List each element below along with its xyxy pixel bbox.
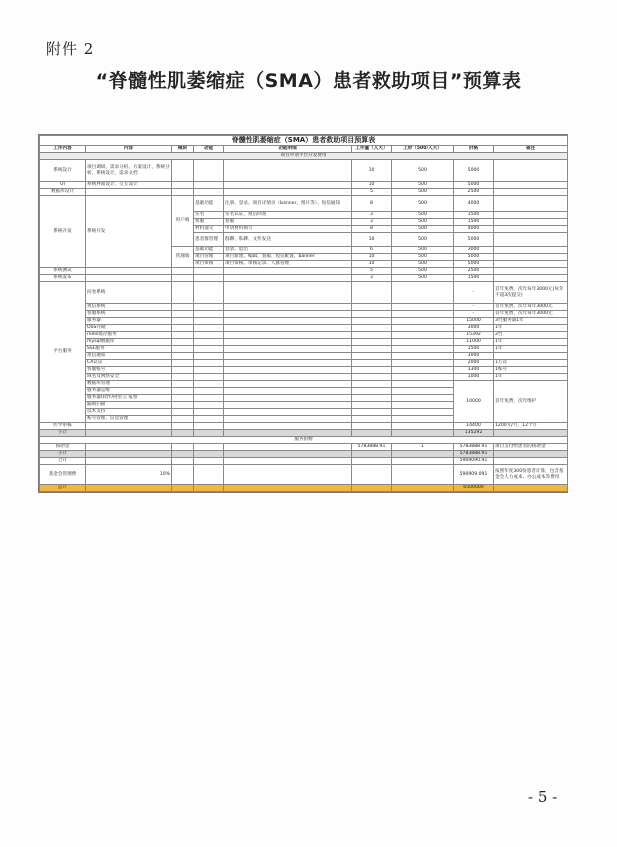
work-days: 10 — [352, 254, 392, 261]
work-days: 3 — [352, 219, 392, 226]
amount: 5783888.91 — [352, 444, 392, 451]
row-label: 医学审核 — [40, 423, 86, 430]
col-header: 功能明细 — [224, 146, 352, 153]
price: 15000 — [454, 318, 494, 325]
rate: 500 — [392, 182, 454, 189]
price: 3000 — [454, 247, 494, 254]
row-content: 账号管理、信息管理 — [86, 416, 172, 423]
table-row — [40, 381, 568, 388]
row-label: 数据库设计 — [40, 189, 86, 196]
table-row — [40, 465, 568, 485]
table-row — [40, 182, 568, 189]
table-header-row — [40, 146, 568, 153]
price: 1000 — [454, 374, 494, 381]
rate: 500 — [392, 254, 454, 261]
total-row — [40, 458, 568, 465]
subtotal-row — [40, 451, 568, 458]
function: 患者群管理 — [194, 233, 224, 247]
price: 11000 — [454, 339, 494, 346]
price: 4000 — [454, 196, 494, 212]
work-days: 10 — [352, 261, 392, 268]
price: - — [454, 311, 494, 318]
function: 项目管理 — [194, 254, 224, 261]
price: 5000 — [454, 261, 494, 268]
function: 项目审核 — [194, 261, 224, 268]
row-content: 项目调研、需求分析、方案设计、系统分析、系统设计、需求文档 — [86, 160, 172, 182]
price: 2500 — [454, 189, 494, 196]
function: 客服 — [194, 219, 224, 226]
rate: 500 — [392, 212, 454, 219]
price: 5783888.91 — [454, 451, 494, 458]
rate: 500 — [392, 261, 454, 268]
work-days: 3 — [352, 212, 392, 219]
function-detail: 注册、登录、项目详情页（banner、图片等）、短信通知 — [224, 196, 352, 212]
rate: 500 — [392, 196, 454, 212]
table-row — [40, 444, 568, 451]
grand-total-row — [40, 485, 568, 492]
price: 6500000 — [454, 485, 494, 492]
col-header: 备注 — [494, 146, 568, 153]
row-content: CA认证 — [86, 360, 172, 367]
row-label: 合计 — [40, 458, 86, 465]
col-header: 工作内容 — [40, 146, 86, 153]
price: 2000 — [454, 360, 494, 367]
attachment-label: 附件 2 — [46, 40, 95, 58]
table-row — [40, 189, 568, 196]
note: 1200元/月，12个月 — [494, 423, 568, 430]
col-header: 工时（500/人天） — [392, 146, 454, 153]
col-header: 价格 — [454, 146, 494, 153]
note: 1年 — [494, 346, 568, 353]
price: 3000 — [454, 325, 494, 332]
work-days: 5 — [352, 189, 392, 196]
note: 1年 — [494, 339, 568, 346]
row-content: 系统开发 — [86, 196, 172, 268]
work-days: 8 — [352, 196, 392, 212]
price: 4000 — [454, 226, 494, 233]
function-detail: 实名认证、短信回查 — [224, 212, 352, 219]
page-number: - 5 - — [528, 788, 558, 806]
row-content: redis缓存服务 — [86, 332, 172, 339]
function: 材料递交 — [194, 226, 224, 233]
function-detail: 群聊、私聊、文件发送 — [224, 233, 352, 247]
price: 14400 — [454, 423, 494, 430]
module-user: 用户端 — [172, 196, 194, 247]
table-row — [40, 268, 568, 275]
work-days: 8 — [352, 226, 392, 233]
row-content: SSL服务 — [86, 346, 172, 353]
section-dev: 项目申请平台开发费用 — [40, 153, 568, 160]
rate: 500 — [392, 160, 454, 182]
price: 5000 — [454, 182, 494, 189]
work-days: 10 — [352, 233, 392, 247]
function: 基础功能 — [194, 196, 224, 212]
row-label: UI — [40, 182, 86, 189]
subtotal-row — [40, 430, 568, 437]
function: 实名 — [194, 212, 224, 219]
note: 项目支付给患者的援助金 — [494, 444, 568, 451]
row-content: 域名及网络安全 — [86, 374, 172, 381]
price: 5000 — [454, 254, 494, 261]
module-manage: 管理端 — [172, 247, 194, 268]
row-content: 数据库管理 — [86, 381, 172, 388]
price: 5783888.91 — [454, 444, 494, 451]
row-label: 总计 — [40, 485, 86, 492]
col-header: 功能 — [194, 146, 224, 153]
row-label: 系统开发 — [40, 196, 86, 268]
price: 5000 — [454, 233, 494, 247]
table-title: 脊髓性肌萎缩症（SMA）患者救助项目预算表 — [40, 136, 568, 146]
price: 135292 — [454, 430, 494, 437]
row-label: 系统测试 — [40, 268, 86, 275]
rate: 500 — [392, 219, 454, 226]
note: 首年免费，次年每年3000元(每年不超3次提交) — [494, 282, 568, 304]
function-detail: 客服 — [224, 219, 352, 226]
row-label: 平台服务 — [40, 282, 86, 423]
rate: 10% — [86, 465, 172, 485]
function-detail: 项目审核、审核记录、人群管理 — [224, 261, 352, 268]
table-row — [40, 160, 568, 182]
table-row — [40, 304, 568, 311]
table-row — [40, 282, 568, 304]
price: 1300 — [454, 367, 494, 374]
table-row — [40, 196, 568, 212]
price: 1500 — [454, 212, 494, 219]
row-content: 服务器运维 — [86, 388, 172, 395]
table-row — [40, 275, 568, 282]
table-row — [40, 325, 568, 332]
table-row — [40, 423, 568, 430]
function-detail: 登录、退出 — [224, 247, 352, 254]
row-label: 系统发布 — [40, 275, 86, 282]
rate: 500 — [392, 275, 454, 282]
rate: 500 — [392, 189, 454, 196]
row-label: 援助金 — [40, 444, 86, 451]
price: 5909090.91 — [454, 458, 494, 465]
row-label: 系统设计 — [40, 160, 86, 182]
note: 按照年度300份患者计算，包含基金会人力成本、办公成本等费用 — [494, 465, 568, 485]
row-content: 短信通知 — [86, 353, 172, 360]
work-days: 10 — [352, 160, 392, 182]
row-content: 系统界面设计、交互设计 — [86, 182, 172, 189]
note: 首年免费，次年维护 — [494, 381, 568, 423]
rate: 500 — [392, 233, 454, 247]
price: 1500 — [454, 275, 494, 282]
rate: 500 — [392, 226, 454, 233]
row-label: 小计 — [40, 451, 86, 458]
note: 首年免费，次年每年3000元 — [494, 304, 568, 311]
row-content: OSS存储 — [86, 325, 172, 332]
col-header: 工作量（人天） — [352, 146, 392, 153]
col-header: 模块 — [172, 146, 194, 153]
row-content: mysql数据库 — [86, 339, 172, 346]
work-days: 10 — [352, 182, 392, 189]
row-label: 基金会管理费 — [40, 465, 86, 485]
price: 3000 — [454, 353, 494, 360]
budget-table — [39, 135, 568, 492]
table-row — [40, 318, 568, 325]
document-title: “脊髓性肌萎缩症（SMA）患者救助项目”预算表 — [95, 70, 522, 92]
rate: 500 — [392, 247, 454, 254]
row-content: 短信系统 — [86, 304, 172, 311]
rate: 500 — [392, 268, 454, 275]
table-row — [40, 353, 568, 360]
row-content: 技术支持 — [86, 409, 172, 416]
price: 1500 — [454, 346, 494, 353]
table-row — [40, 311, 568, 318]
price: 5000 — [454, 160, 494, 182]
price: 1500 — [454, 219, 494, 226]
work-days: 6 — [352, 247, 392, 254]
table-row — [40, 339, 568, 346]
quantity: 1 — [392, 444, 454, 451]
note: 1年 — [494, 325, 568, 332]
note: 1账号 — [494, 367, 568, 374]
table-row — [40, 332, 568, 339]
note: 首年免费，次年每年3000元 — [494, 311, 568, 318]
table-row — [40, 346, 568, 353]
row-label: 小计 — [40, 430, 86, 437]
price: 2500 — [454, 268, 494, 275]
note: 2台 — [494, 332, 568, 339]
work-days: 3 — [352, 275, 392, 282]
price: - — [454, 282, 494, 304]
price: 590909.091 — [454, 465, 494, 485]
work-days: 5 — [352, 268, 392, 275]
table-row — [40, 360, 568, 367]
section-aid: 服务捐赠 — [40, 437, 568, 444]
function-detail: 项目新建、编辑、客服、短信配置、banner — [224, 254, 352, 261]
table-row — [40, 374, 568, 381]
price: 10000 — [454, 381, 494, 423]
price: 15392 — [454, 332, 494, 339]
table-row — [40, 367, 568, 374]
function-detail: 申请材料填写 — [224, 226, 352, 233]
note: 3台服务器1年 — [494, 318, 568, 325]
col-header: 内容 — [86, 146, 172, 153]
row-content: 客服账号 — [86, 367, 172, 374]
row-content: 问卷系统 — [86, 282, 172, 304]
row-content: 漏洞扫描 — [86, 402, 172, 409]
row-content: 服务器 — [86, 318, 172, 325]
price: - — [454, 304, 494, 311]
row-content: 客服系统 — [86, 311, 172, 318]
note — [494, 353, 568, 360]
budget-sheet — [38, 134, 568, 493]
note: 1万次 — [494, 360, 568, 367]
function: 基础功能 — [194, 247, 224, 254]
row-content: 服务器/软件/阿里云 报警 — [86, 395, 172, 402]
note: 1年 — [494, 374, 568, 381]
